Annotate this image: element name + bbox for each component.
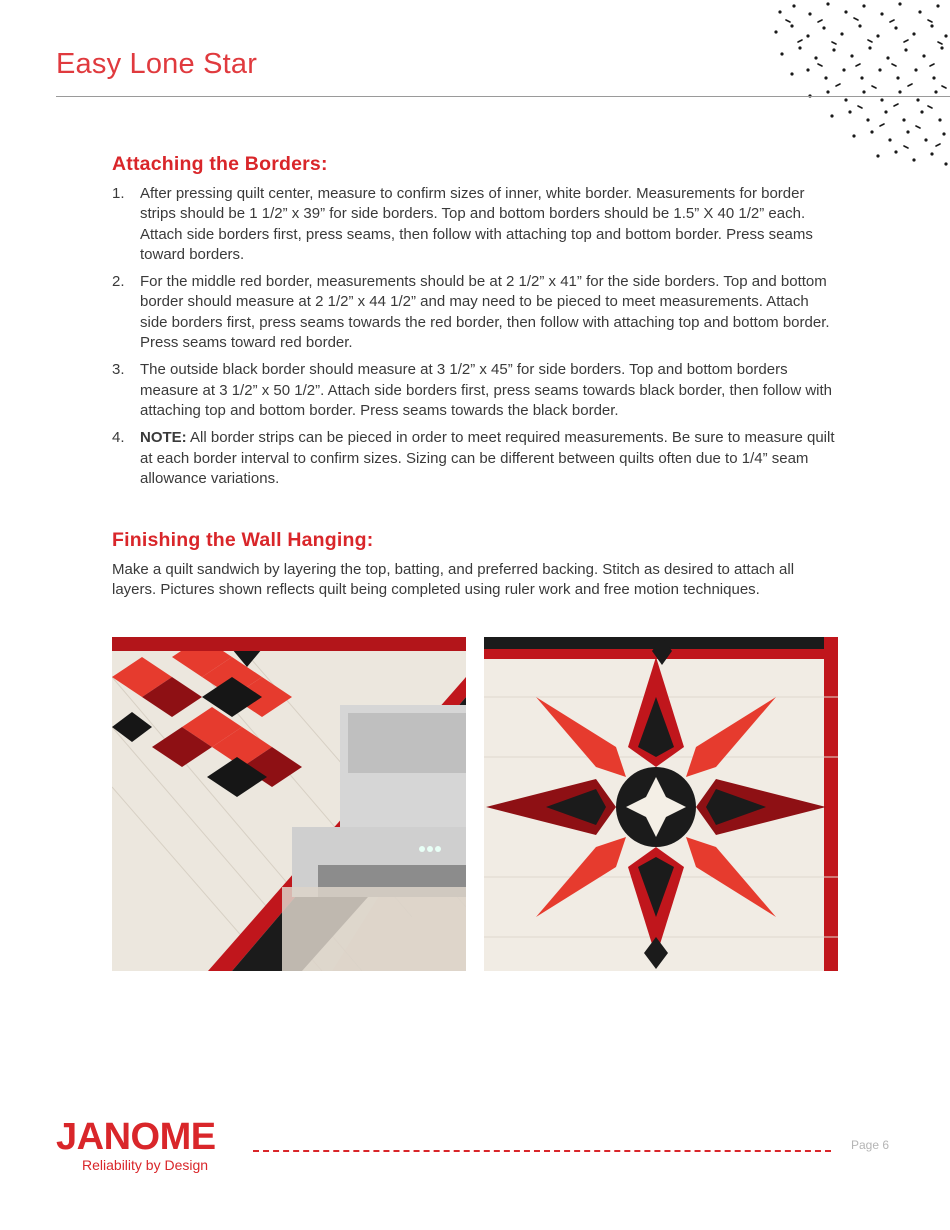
border-steps-list	[112, 184, 837, 496]
step-item	[112, 184, 837, 265]
finishing-paragraph: Make a quilt sandwich by layering the top, batting, and preferred backing. Stitch as desired to attach all layers. Pictures shown reflects quilt being completed using ruler work and free motion techniques.	[112, 561, 795, 599]
janome-logo	[56, 1117, 216, 1173]
step-item	[112, 428, 837, 489]
brand-tagline: Reliability by Design	[82, 1157, 209, 1173]
step-text: For the middle red border, measurements should be at 2 1/2” x 41” for the side borders. Top and bottom border should measure at 2 1/2” x 44 1/2” and may need to be pieced to meet measurements. Attach side borders first, press seams towards the red border, then follow with attaching top and bottom border. Press seams toward red border.	[140, 273, 830, 352]
page-number: Page 6	[851, 1138, 890, 1152]
finished-quilt-photo	[484, 637, 838, 971]
step-item	[112, 360, 837, 421]
finishing-section-heading: Finishing the Wall Hanging:	[112, 529, 374, 551]
step-number: 4.	[112, 429, 125, 447]
brand-name: JANOME	[56, 1116, 216, 1158]
footer-dashed-divider	[253, 1150, 831, 1152]
document-title: Easy Lone Star	[56, 48, 258, 80]
decorative-dot-pattern	[770, 0, 950, 175]
header-divider	[56, 96, 950, 97]
step-text: After pressing quilt center, measure to confirm sizes of inner, white border. Measurements for border strips should be 1 1/2” x 39” for side borders. Top and bottom borders should be 1.5” X 40 1/2” each. Attach side borders first, press seams, then follow with attaching top and bottom border. Press seams toward borders.	[140, 185, 813, 263]
quilting-machine-photo	[112, 637, 466, 971]
step-number: 2.	[112, 273, 125, 291]
note-label: NOTE:	[140, 429, 187, 447]
borders-section-heading: Attaching the Borders:	[112, 153, 328, 175]
step-text: The outside black border should measure at 3 1/2” x 45” for side borders. Top and bottom borders measure at 3 1/2” x 50 1/2”. Attach side borders first, press seams towards black border, then follow with attaching top and bottom border. Press seams towards the black border.	[140, 361, 832, 419]
step-number: 3.	[112, 361, 125, 379]
step-number: 1.	[112, 185, 125, 202]
step-item	[112, 272, 837, 353]
step-text: All border strips can be pieced in order to meet required measurements. Be sure to measure quilt at each border interval to confirm sizes. Sizing can be different between quilts often due to 1/4” seam allowance variations.	[140, 429, 835, 487]
